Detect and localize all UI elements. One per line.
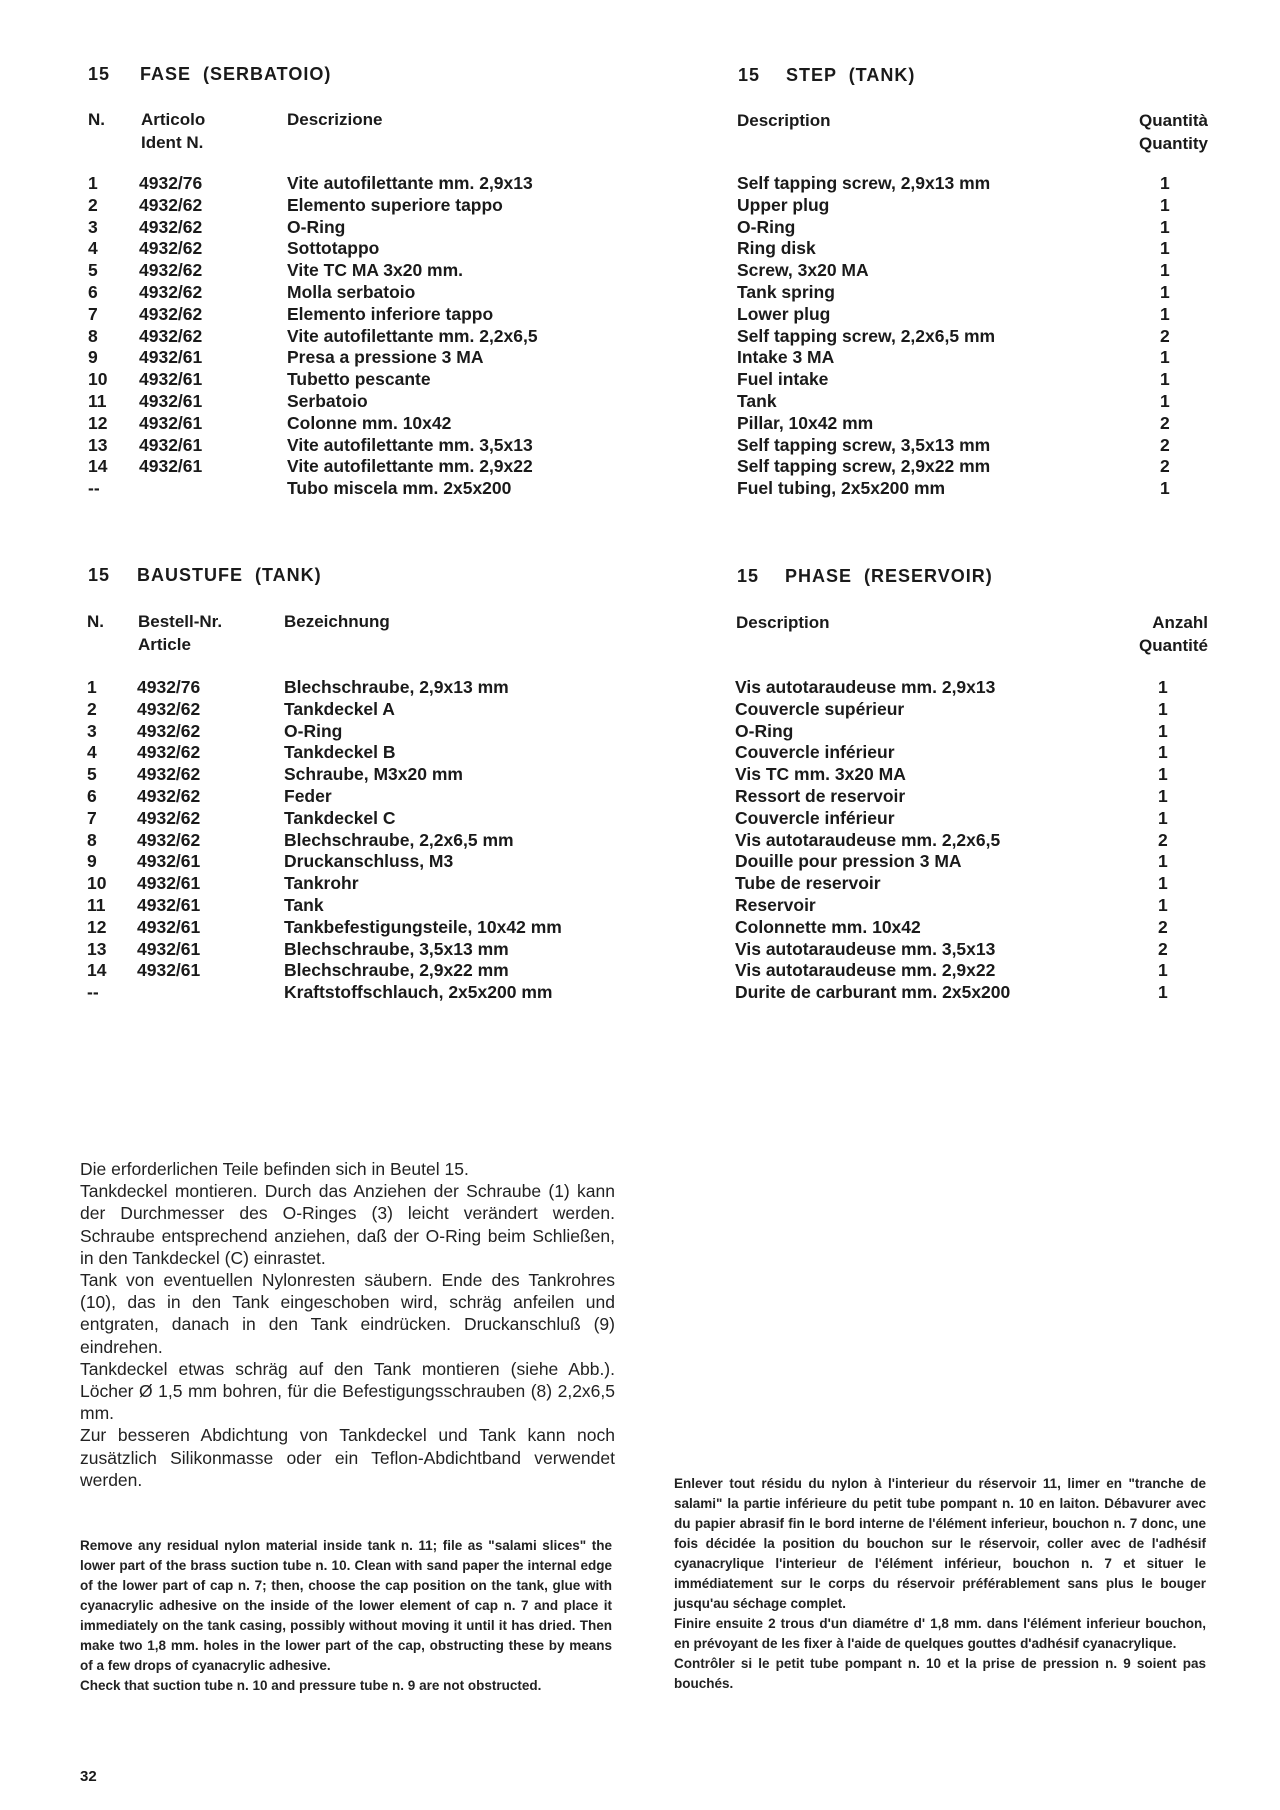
row-number: 11 <box>88 391 107 411</box>
table-row <box>0 959 1280 981</box>
description-right: O-Ring <box>737 216 796 237</box>
column-header-article: Bestell-Nr. Article <box>138 612 223 654</box>
paragraph: Check that suction tube n. 10 and pressure tube n. 9 are not obstructed. <box>80 1678 542 1693</box>
quantity: 2 <box>1160 412 1170 433</box>
section-number: 15 <box>738 65 761 85</box>
column-header-number: N. <box>87 612 104 631</box>
description-right: Tank spring <box>737 282 835 302</box>
quantity: 1 <box>1160 194 1170 215</box>
row-number: 7 <box>87 807 97 828</box>
description-right: Tank <box>737 391 777 411</box>
description-left: Vite autofilettante mm. 2,2x6,5 <box>287 325 538 346</box>
article-number: 4932/61 <box>139 434 203 455</box>
article-number: 4932/61 <box>137 938 201 959</box>
paragraph: Tankdeckel montieren. Durch das Anziehen der Schraube (1) kann der Durchmesser des O-Ringes (3) leicht verändert werden. Schraube entsprechend anziehen, daß der O-Ring beim Schließen, in den Tankdeckel (C) einrastet. <box>80 1181 615 1268</box>
article-number: 4932/62 <box>137 786 201 806</box>
quantity: 1 <box>1160 282 1170 302</box>
paragraph: Tankdeckel etwas schräg auf den Tank montieren (siehe Abb.). Löcher Ø 1,5 mm bohren, für die Befestigungsschrauben (8) 2,2x6,5 mm. <box>80 1358 615 1424</box>
article-number: 4932/62 <box>139 194 203 215</box>
assembly-instructions-fr <box>674 1474 1206 1694</box>
description-right: Fuel tubing, 2x5x200 mm <box>737 478 946 499</box>
description-left: Tankbefestigungsteile, 10x42 mm <box>284 916 562 937</box>
quantity: 1 <box>1158 764 1168 785</box>
quantity: 2 <box>1160 325 1170 346</box>
description-right: Vis autotaraudeuse mm. 3,5x13 <box>735 938 996 959</box>
description-right: O-Ring <box>735 720 794 741</box>
row-number: 2 <box>88 194 98 215</box>
description-left: Tankdeckel A <box>284 698 395 719</box>
article-number: 4932/61 <box>139 391 203 411</box>
table-row <box>0 412 1280 434</box>
table-row <box>0 455 1280 477</box>
row-number: 9 <box>87 851 97 872</box>
article-number: 4932/62 <box>139 282 203 302</box>
description-right: Ressort de reservoir <box>735 786 906 806</box>
assembly-instructions-de <box>80 1158 615 1491</box>
description-right: Couvercle inférieur <box>735 807 895 828</box>
table-row <box>0 216 1280 238</box>
table-row <box>0 894 1280 916</box>
table-row <box>0 434 1280 456</box>
row-number: 2 <box>87 698 97 719</box>
paragraph: Finire ensuite 2 trous d'un diamétre d' 1,8 mm. dans l'élément inferieur bouchon, en prévoyant de les fixer à l'aide de quelques gouttes d'adhésif cyanacrylique. <box>674 1616 1206 1651</box>
section-title-en: STEP (TANK) <box>786 65 916 85</box>
row-number: 10 <box>88 369 108 390</box>
quantity: 1 <box>1160 347 1170 368</box>
column-header-description-fr: Description <box>736 613 830 632</box>
quantity: 1 <box>1158 807 1168 828</box>
description-left: Elemento inferiore tappo <box>287 303 494 324</box>
description-right: Reservoir <box>735 895 816 915</box>
description-left: Blechschraube, 2,9x13 mm <box>284 677 509 697</box>
description-right: Self tapping screw, 3,5x13 mm <box>737 434 991 455</box>
description-left: Vite TC MA 3x20 mm. <box>287 260 464 281</box>
quantity: 1 <box>1160 173 1170 193</box>
table-row <box>0 829 1280 851</box>
section-title-it: FASE (SERBATOIO) <box>140 64 332 84</box>
article-number: 4932/62 <box>137 720 201 741</box>
article-number: 4932/61 <box>137 960 201 981</box>
quantity: 1 <box>1158 960 1168 981</box>
description-right: Ring disk <box>737 238 816 259</box>
row-number: 1 <box>87 677 97 697</box>
paragraph: Enlever tout résidu du nylon à l'interieur du réservoir 11, limer en "tranche de salami" la partie inférieure du petit tube pompant n. 10 en laiton. Débavurer avec du papier abrasif fin le bord interne de l'élément inferieur, bouchon n. 7 donc, une fois décidée la position du bouchon sur le réservoir, coller avec de l'adhésif cyanacrylique l'interieur de l'élément inférieur, bouchon n. 7 et situer le immédiatement sur le corps du réservoir préférablement sans plus le bouger jusqu'au séchage complet. <box>674 1476 1206 1611</box>
table-row <box>0 676 1280 698</box>
description-left: Tankdeckel C <box>284 807 396 828</box>
paragraph: Contrôler si le petit tube pompant n. 10 et la prise de pression n. 9 soient pas bouchés. <box>674 1656 1206 1691</box>
description-left: Blechschraube, 2,9x22 mm <box>284 960 509 981</box>
description-right: Self tapping screw, 2,9x22 mm <box>737 456 991 477</box>
description-right: Vis autotaraudeuse mm. 2,9x22 <box>735 960 996 981</box>
article-number: 4932/61 <box>137 873 201 894</box>
quantity: 1 <box>1160 303 1170 324</box>
description-right: Self tapping screw, 2,2x6,5 mm <box>737 325 996 346</box>
description-left: Druckanschluss, M3 <box>284 851 454 872</box>
description-right: Colonnette mm. 10x42 <box>735 916 921 937</box>
description-right: Screw, 3x20 MA <box>737 260 869 281</box>
quantity: 1 <box>1158 786 1168 806</box>
column-header-quantity: Quantità Quantity <box>1139 111 1208 153</box>
column-header-description-en: Description <box>737 111 831 130</box>
article-number: 4932/76 <box>139 173 203 193</box>
description-left: Sottotappo <box>287 238 380 259</box>
table-row <box>0 172 1280 194</box>
description-right: Douille pour pression 3 MA <box>735 851 962 872</box>
row-number: -- <box>88 478 100 499</box>
quantity: 2 <box>1158 829 1168 850</box>
article-number: 4932/61 <box>139 347 203 368</box>
description-left: O-Ring <box>287 216 346 237</box>
article-number: 4932/61 <box>137 895 201 915</box>
row-number: 6 <box>87 786 97 806</box>
quantity: 1 <box>1158 982 1168 1003</box>
table-row <box>0 368 1280 390</box>
table-row <box>0 259 1280 281</box>
description-left: Vite autofilettante mm. 2,9x13 <box>287 173 533 193</box>
quantity: 1 <box>1158 895 1168 915</box>
row-number: 6 <box>88 282 98 302</box>
row-number: 4 <box>88 238 98 259</box>
column-header-article: Articolo Ident N. <box>141 110 206 152</box>
section-number: 15 <box>88 64 111 84</box>
description-left: Serbatoio <box>287 391 368 411</box>
description-left: Elemento superiore tappo <box>287 194 503 215</box>
description-right: Vis autotaraudeuse mm. 2,9x13 <box>735 677 996 697</box>
table-row <box>0 720 1280 742</box>
quantity: 1 <box>1160 369 1170 390</box>
row-number: 8 <box>87 829 97 850</box>
row-number: 3 <box>87 720 97 741</box>
column-header-number: N. <box>88 110 105 129</box>
description-left: Molla serbatoio <box>287 282 416 302</box>
section-number: 15 <box>737 566 760 586</box>
description-left: Presa a pressione 3 MA <box>287 347 484 368</box>
description-left: Tubo miscela mm. 2x5x200 <box>287 478 512 499</box>
article-number: 4932/62 <box>139 238 203 259</box>
article-number: 4932/61 <box>137 851 201 872</box>
description-left: Colonne mm. 10x42 <box>287 412 452 433</box>
row-number: 4 <box>87 742 97 763</box>
section-number: 15 <box>88 565 111 585</box>
table-row <box>0 807 1280 829</box>
article-number: 4932/62 <box>139 216 203 237</box>
article-number: 4932/62 <box>137 764 201 785</box>
description-right: Vis autotaraudeuse mm. 2,2x6,5 <box>735 829 1001 850</box>
description-right: Tube de reservoir <box>735 873 881 894</box>
article-number: 4932/76 <box>137 677 201 697</box>
table-row <box>0 916 1280 938</box>
description-right: Fuel intake <box>737 369 829 390</box>
paragraph: Zur besseren Abdichtung von Tankdeckel und Tank kann noch zusätzlich Silikonmasse oder ein Teflon-Abdichtband verwendet werden. <box>80 1425 615 1490</box>
quantity: 1 <box>1160 238 1170 259</box>
row-number: 13 <box>88 434 108 455</box>
column-header-description-de: Bezeichnung <box>284 612 390 631</box>
table-row <box>0 981 1280 1003</box>
table-row <box>0 938 1280 960</box>
article-number: 4932/62 <box>137 829 201 850</box>
description-left: Tubetto pescante <box>287 369 431 390</box>
quantity: 1 <box>1158 851 1168 872</box>
description-right: Pillar, 10x42 mm <box>737 412 874 433</box>
paragraph: Die erforderlichen Teile befinden sich in Beutel 15. <box>80 1159 469 1179</box>
description-right: Durite de carburant mm. 2x5x200 <box>735 982 1011 1003</box>
row-number: 12 <box>87 916 107 937</box>
row-number: 8 <box>88 325 98 346</box>
section-title-fr: PHASE (RESERVOIR) <box>785 566 993 586</box>
description-right: Couvercle inférieur <box>735 742 895 763</box>
row-number: 5 <box>87 764 97 785</box>
table-row <box>0 390 1280 412</box>
quantity: 2 <box>1160 456 1170 477</box>
description-right: Lower plug <box>737 303 831 324</box>
description-left: Schraube, M3x20 mm <box>284 764 463 785</box>
quantity: 1 <box>1160 478 1170 499</box>
row-number: 12 <box>88 412 108 433</box>
description-left: Blechschraube, 2,2x6,5 mm <box>284 829 514 850</box>
article-number: 4932/62 <box>137 698 201 719</box>
table-row <box>0 303 1280 325</box>
description-right: Self tapping screw, 2,9x13 mm <box>737 173 991 193</box>
table-row <box>0 850 1280 872</box>
row-number: 5 <box>88 260 98 281</box>
description-left: O-Ring <box>284 720 343 741</box>
quantity: 1 <box>1160 260 1170 281</box>
quantity: 1 <box>1158 677 1168 697</box>
description-right: Vis TC mm. 3x20 MA <box>735 764 906 785</box>
description-left: Kraftstoffschlauch, 2x5x200 mm <box>284 982 553 1003</box>
table-row <box>0 281 1280 303</box>
table-row <box>0 741 1280 763</box>
row-number: 3 <box>88 216 98 237</box>
description-right: Upper plug <box>737 194 830 215</box>
row-number: 9 <box>88 347 98 368</box>
table-row <box>0 237 1280 259</box>
section-title-de: BAUSTUFE (TANK) <box>137 565 322 585</box>
article-number: 4932/61 <box>139 412 203 433</box>
table-row <box>0 785 1280 807</box>
article-number: 4932/62 <box>139 303 203 324</box>
row-number: 13 <box>87 938 107 959</box>
paragraph: Tank von eventuellen Nylonresten säubern. Ende des Tankrohres (10), das in den Tank eingeschoben wird, schräg anfeilen und entgraten, danach in den Tank eindrücken. Druckanschluß (9) eindrehen. <box>80 1270 615 1357</box>
article-number: 4932/62 <box>137 742 201 763</box>
row-number: 14 <box>88 456 108 477</box>
row-number: 10 <box>87 873 107 894</box>
description-left: Tankdeckel B <box>284 742 396 763</box>
article-number: 4932/61 <box>139 369 203 390</box>
description-right: Intake 3 MA <box>737 347 835 368</box>
column-header-description-it: Descrizione <box>287 110 383 129</box>
quantity: 2 <box>1158 916 1168 937</box>
quantity: 1 <box>1158 698 1168 719</box>
quantity: 1 <box>1158 720 1168 741</box>
description-left: Blechschraube, 3,5x13 mm <box>284 938 509 959</box>
description-left: Vite autofilettante mm. 3,5x13 <box>287 434 533 455</box>
quantity: 1 <box>1160 391 1170 411</box>
description-right: Couvercle supérieur <box>735 698 905 719</box>
row-number: 14 <box>87 960 107 981</box>
description-left: Feder <box>284 786 332 806</box>
paragraph: Remove any residual nylon material inside tank n. 11; file as "salami slices" the lower part of the brass suction tube n. 10. Clean with sand paper the internal edge of the lower part of cap n. 7; then, choose the cap position on the tank, glue with cyanacrylic adhesive on the inside of the lower element of cap n. 7 and place it immediately on the tank casing, possibly without moving it until it has dried. Then make two 1,8 mm. holes in the lower part of the cap, obstructing these by means of a few drops of cyanacrylic adhesive. <box>80 1538 612 1673</box>
table-row <box>0 763 1280 785</box>
description-left: Vite autofilettante mm. 2,9x22 <box>287 456 533 477</box>
page-number: 32 <box>80 1768 97 1785</box>
article-number: 4932/61 <box>139 456 203 477</box>
table-row <box>0 872 1280 894</box>
article-number: 4932/62 <box>139 260 203 281</box>
description-left: Tank <box>284 895 324 915</box>
table-row <box>0 346 1280 368</box>
row-number: 7 <box>88 303 98 324</box>
column-header-quantity: Anzahl Quantité <box>1139 613 1208 655</box>
description-left: Tankrohr <box>284 873 359 894</box>
quantity: 2 <box>1158 938 1168 959</box>
quantity: 2 <box>1160 434 1170 455</box>
article-number: 4932/62 <box>139 325 203 346</box>
row-number: 11 <box>87 895 106 915</box>
table-row <box>0 698 1280 720</box>
table-row <box>0 477 1280 499</box>
article-number: 4932/61 <box>137 916 201 937</box>
row-number: 1 <box>88 173 98 193</box>
article-number: 4932/62 <box>137 807 201 828</box>
quantity: 1 <box>1158 742 1168 763</box>
table-row <box>0 325 1280 347</box>
row-number: -- <box>87 982 99 1003</box>
quantity: 1 <box>1158 873 1168 894</box>
assembly-instructions-en <box>80 1536 612 1696</box>
table-row <box>0 194 1280 216</box>
quantity: 1 <box>1160 216 1170 237</box>
